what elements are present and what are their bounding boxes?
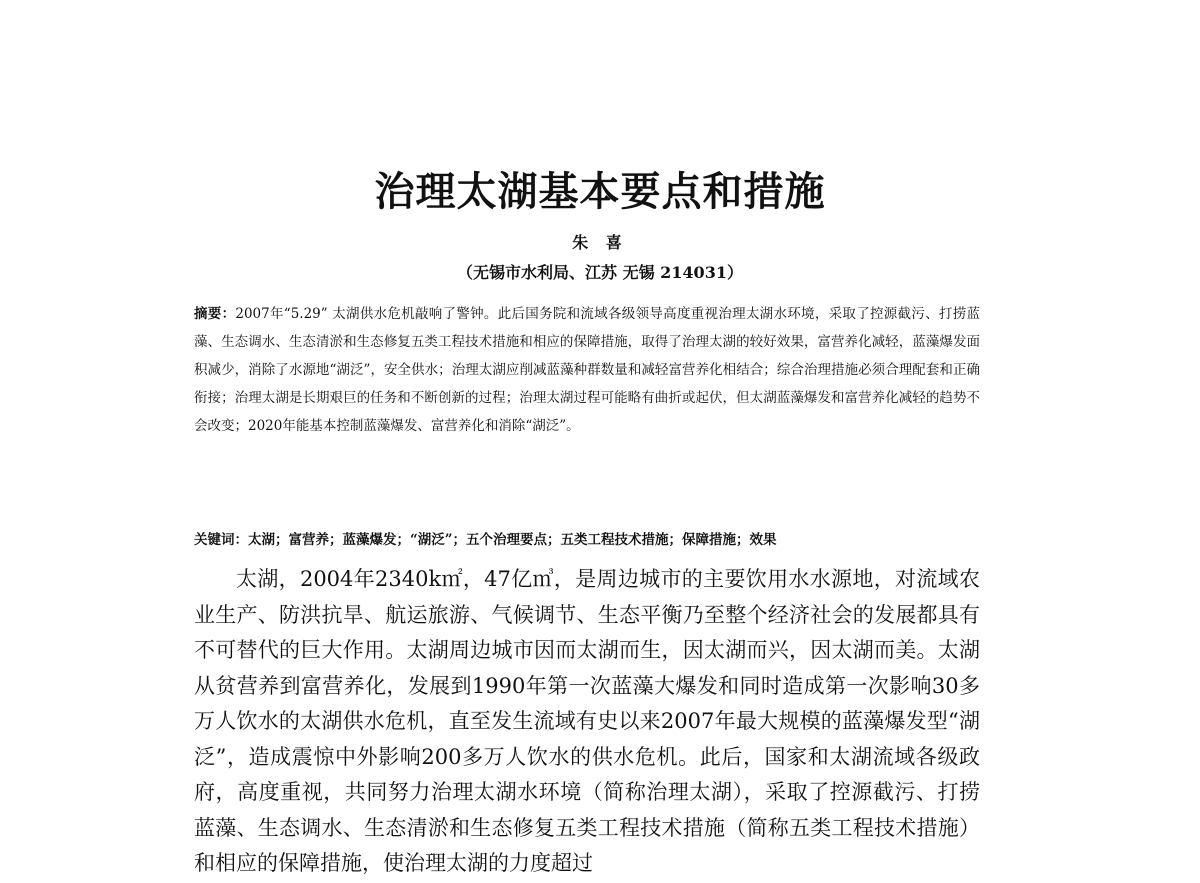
abstract xyxy=(194,300,980,440)
abstract-text: 2007年“5.29” 太湖供水危机敲响了警钟。此后国务院和流域各级领导高度重视治理太湖水环境，采取了控源截污、打捞蓝藻、生态调水、生态清淤和生态修复五类工程技术措施和相应的保障措施，取得了治理太湖的较好效果，富营养化减轻，蓝藻爆发面积减少，消除了水源地“湖泛”，安全供水；治理太湖应削减蓝藻种群数量和减轻富营养化相结合；综合治理措施必须合理配套和正确衔接；治理太湖是长期艰巨的任务和不断创新的过程；治理太湖过程可能略有曲折或起伏，但太湖蓝藻爆发和富营养化减轻的趋势不会改变；2020年能基本控制蓝藻爆发、富营养化和消除“湖泛”。 xyxy=(194,306,981,434)
keywords xyxy=(194,528,980,552)
body-paragraph: 太湖，2004年2340k㎡，47亿㎥，是周边城市的主要饮用水水源地，对流域农业生产、防洪抗旱、航运旅游、气候调节、生态平衡乃至整个经济社会的发展都具有不可替代的巨大作用。太湖周边城市因而太湖而生，因太湖而兴，因太湖而美。太湖从贫营养到富营养化，发展到1990年第一次蓝藻大爆发和同时造成第一次影响30多万人饮水的太湖供水危机，直至发生流域有史以来2007年最大规模的蓝藻爆发型“湖泛”，造成震惊中外影响200多万人饮水的供水危机。此后，国家和太湖流域各级政府，高度重视，共同努力治理太湖水环境（简称治理太湖），采取了控源截污、打捞蓝藻、生态调水、生态清淤和生态修复五类工程技术措施（简称五类工程技术措施）和相应的保障措施，使治理太湖的力度超过 xyxy=(194,567,980,875)
keywords-text: 太湖；富营养；蓝藻爆发；“湖泛”；五个治理要点；五类工程技术措施；保障措施；效果 xyxy=(248,532,777,548)
paper-author: 朱 喜 xyxy=(572,233,628,252)
abstract-label: 摘要： xyxy=(194,306,236,322)
paper-title: 治理太湖基本要点和措施 xyxy=(374,168,826,215)
paper-affiliation: （无锡市水利局、江苏 无锡 214031） xyxy=(457,263,743,282)
keywords-label: 关键词： xyxy=(194,532,248,548)
